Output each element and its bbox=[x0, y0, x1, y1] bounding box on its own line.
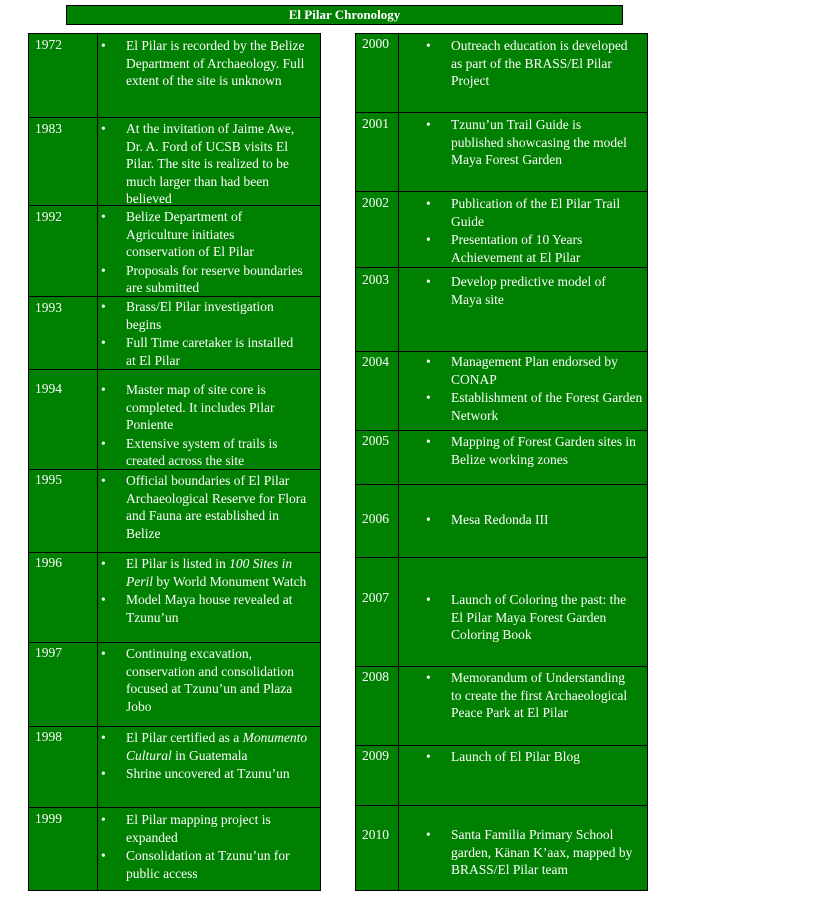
table-row bbox=[356, 485, 647, 558]
row-items bbox=[451, 195, 631, 267]
list-item: • Continuing excavation, conservation and consolidation focused at Tzunu’un and Plaza Jobo bbox=[126, 645, 311, 715]
emphasized-title: 100 Sites in Peril bbox=[126, 556, 293, 589]
table-row bbox=[29, 297, 320, 370]
table-row bbox=[29, 643, 320, 727]
list-item: • Master map of site core is completed. It includes Pilar Poniente bbox=[126, 381, 311, 434]
row-year: 1998 bbox=[35, 729, 62, 744]
table-row bbox=[356, 806, 647, 892]
row-year: 2006 bbox=[362, 511, 389, 526]
list-item: • At the invitation of Jaime Awe, Dr. A. Ford of UCSB visits El Pilar. The site is realized to be much larger than had been believed bbox=[126, 120, 306, 208]
chronology-table-right bbox=[355, 33, 648, 891]
row-year: 1997 bbox=[35, 645, 62, 660]
row-year: 2009 bbox=[362, 748, 389, 763]
row-year: 1996 bbox=[35, 555, 62, 570]
list-item: • Tzunu’un Trail Guide is published showcasing the model Maya Forest Garden bbox=[451, 116, 636, 169]
row-year: 2008 bbox=[362, 669, 389, 684]
table-row bbox=[356, 431, 647, 485]
table-row bbox=[356, 34, 647, 113]
list-item: • Management Plan endorsed by CONAP bbox=[451, 353, 646, 388]
row-items bbox=[126, 120, 306, 209]
row-year: 1972 bbox=[35, 37, 62, 52]
row-year: 2005 bbox=[362, 433, 389, 448]
list-item: • Establishment of the Forest Garden Network bbox=[451, 389, 646, 424]
row-items bbox=[451, 826, 646, 880]
list-item: • Proposals for reserve boundaries are submitted bbox=[126, 262, 306, 297]
list-item: • Develop predictive model of Maya site bbox=[451, 273, 636, 308]
table-row bbox=[356, 268, 647, 352]
row-items bbox=[126, 472, 316, 543]
table-row bbox=[29, 553, 320, 643]
row-year: 2007 bbox=[362, 590, 389, 605]
table-row bbox=[356, 558, 647, 667]
table-row bbox=[29, 118, 320, 206]
row-items bbox=[451, 511, 641, 530]
list-item: • Mesa Redonda III bbox=[451, 511, 641, 529]
table-row bbox=[29, 808, 320, 892]
list-item: • Extensive system of trails is created across the site bbox=[126, 435, 311, 470]
row-year: 1994 bbox=[35, 381, 62, 396]
list-item: • Full Time caretaker is installed at El Pilar bbox=[126, 334, 306, 369]
list-item: • Brass/El Pilar investigation begins bbox=[126, 298, 306, 333]
list-item: • El Pilar mapping project is expanded bbox=[126, 811, 316, 846]
chronology-table-left bbox=[28, 33, 321, 891]
row-items bbox=[451, 37, 631, 91]
list-item: • Santa Familia Primary School garden, Känan K’aax, mapped by BRASS/El Pilar team bbox=[451, 826, 646, 879]
row-items bbox=[126, 645, 311, 716]
table-row bbox=[29, 470, 320, 553]
page-title: El Pilar Chronology bbox=[66, 5, 623, 25]
row-items bbox=[126, 208, 306, 298]
row-items bbox=[126, 555, 318, 627]
row-year: 1993 bbox=[35, 300, 62, 315]
table-row bbox=[29, 370, 320, 470]
list-item: • El Pilar certified as a Monumento Cultural in Guatemala bbox=[126, 729, 316, 764]
list-item: • Memorandum of Understanding to create the first Archaeological Peace Park at El Pilar bbox=[451, 669, 631, 722]
row-items bbox=[126, 298, 306, 370]
list-item: • Outreach education is developed as part of the BRASS/El Pilar Project bbox=[451, 37, 631, 90]
row-year: 2001 bbox=[362, 116, 389, 131]
table-row bbox=[356, 192, 647, 268]
row-items bbox=[451, 433, 641, 469]
row-year: 1983 bbox=[35, 121, 62, 136]
list-item: • Model Maya house revealed at Tzunu’un bbox=[126, 591, 318, 626]
table-row bbox=[356, 746, 647, 806]
list-item: • Consolidation at Tzunu’un for public access bbox=[126, 847, 316, 882]
row-year: 2003 bbox=[362, 272, 389, 287]
row-year: 2002 bbox=[362, 195, 389, 210]
list-item: • Launch of El Pilar Blog bbox=[451, 748, 641, 766]
table-row bbox=[356, 667, 647, 746]
list-item: • Shrine uncovered at Tzunu’un bbox=[126, 765, 316, 783]
table-row bbox=[356, 352, 647, 431]
row-items bbox=[451, 748, 641, 767]
list-item: • Mapping of Forest Garden sites in Belize working zones bbox=[451, 433, 641, 468]
table-row bbox=[29, 727, 320, 808]
row-items bbox=[126, 37, 306, 91]
table-row bbox=[29, 34, 320, 118]
list-item: • Official boundaries of El Pilar Archaeological Reserve for Flora and Fauna are established in Belize bbox=[126, 472, 316, 542]
row-year: 2004 bbox=[362, 354, 389, 369]
row-year: 1995 bbox=[35, 472, 62, 487]
row-items bbox=[451, 116, 636, 170]
list-item: • El Pilar is listed in 100 Sites in Peril by World Monument Watch bbox=[126, 555, 318, 590]
row-items bbox=[126, 729, 316, 784]
row-items bbox=[451, 273, 636, 309]
row-year: 1999 bbox=[35, 811, 62, 826]
row-year: 2000 bbox=[362, 36, 389, 51]
table-row bbox=[356, 113, 647, 192]
row-items bbox=[126, 381, 311, 471]
row-year: 2010 bbox=[362, 827, 389, 842]
list-item: • Presentation of 10 Years Achievement at El Pilar bbox=[451, 231, 631, 266]
list-item: • Belize Department of Agriculture initiates conservation of El Pilar bbox=[126, 208, 306, 261]
row-items bbox=[126, 811, 316, 883]
list-item: • El Pilar is recorded by the Belize Department of Archaeology. Full extent of the site is unknown bbox=[126, 37, 306, 90]
row-items bbox=[451, 669, 631, 723]
list-item: • Launch of Coloring the past: the El Pilar Maya Forest Garden Coloring Book bbox=[451, 591, 636, 644]
row-year: 1992 bbox=[35, 209, 62, 224]
row-items bbox=[451, 591, 636, 645]
table-row bbox=[29, 206, 320, 297]
row-items bbox=[451, 353, 646, 425]
list-item: • Publication of the El Pilar Trail Guide bbox=[451, 195, 631, 230]
